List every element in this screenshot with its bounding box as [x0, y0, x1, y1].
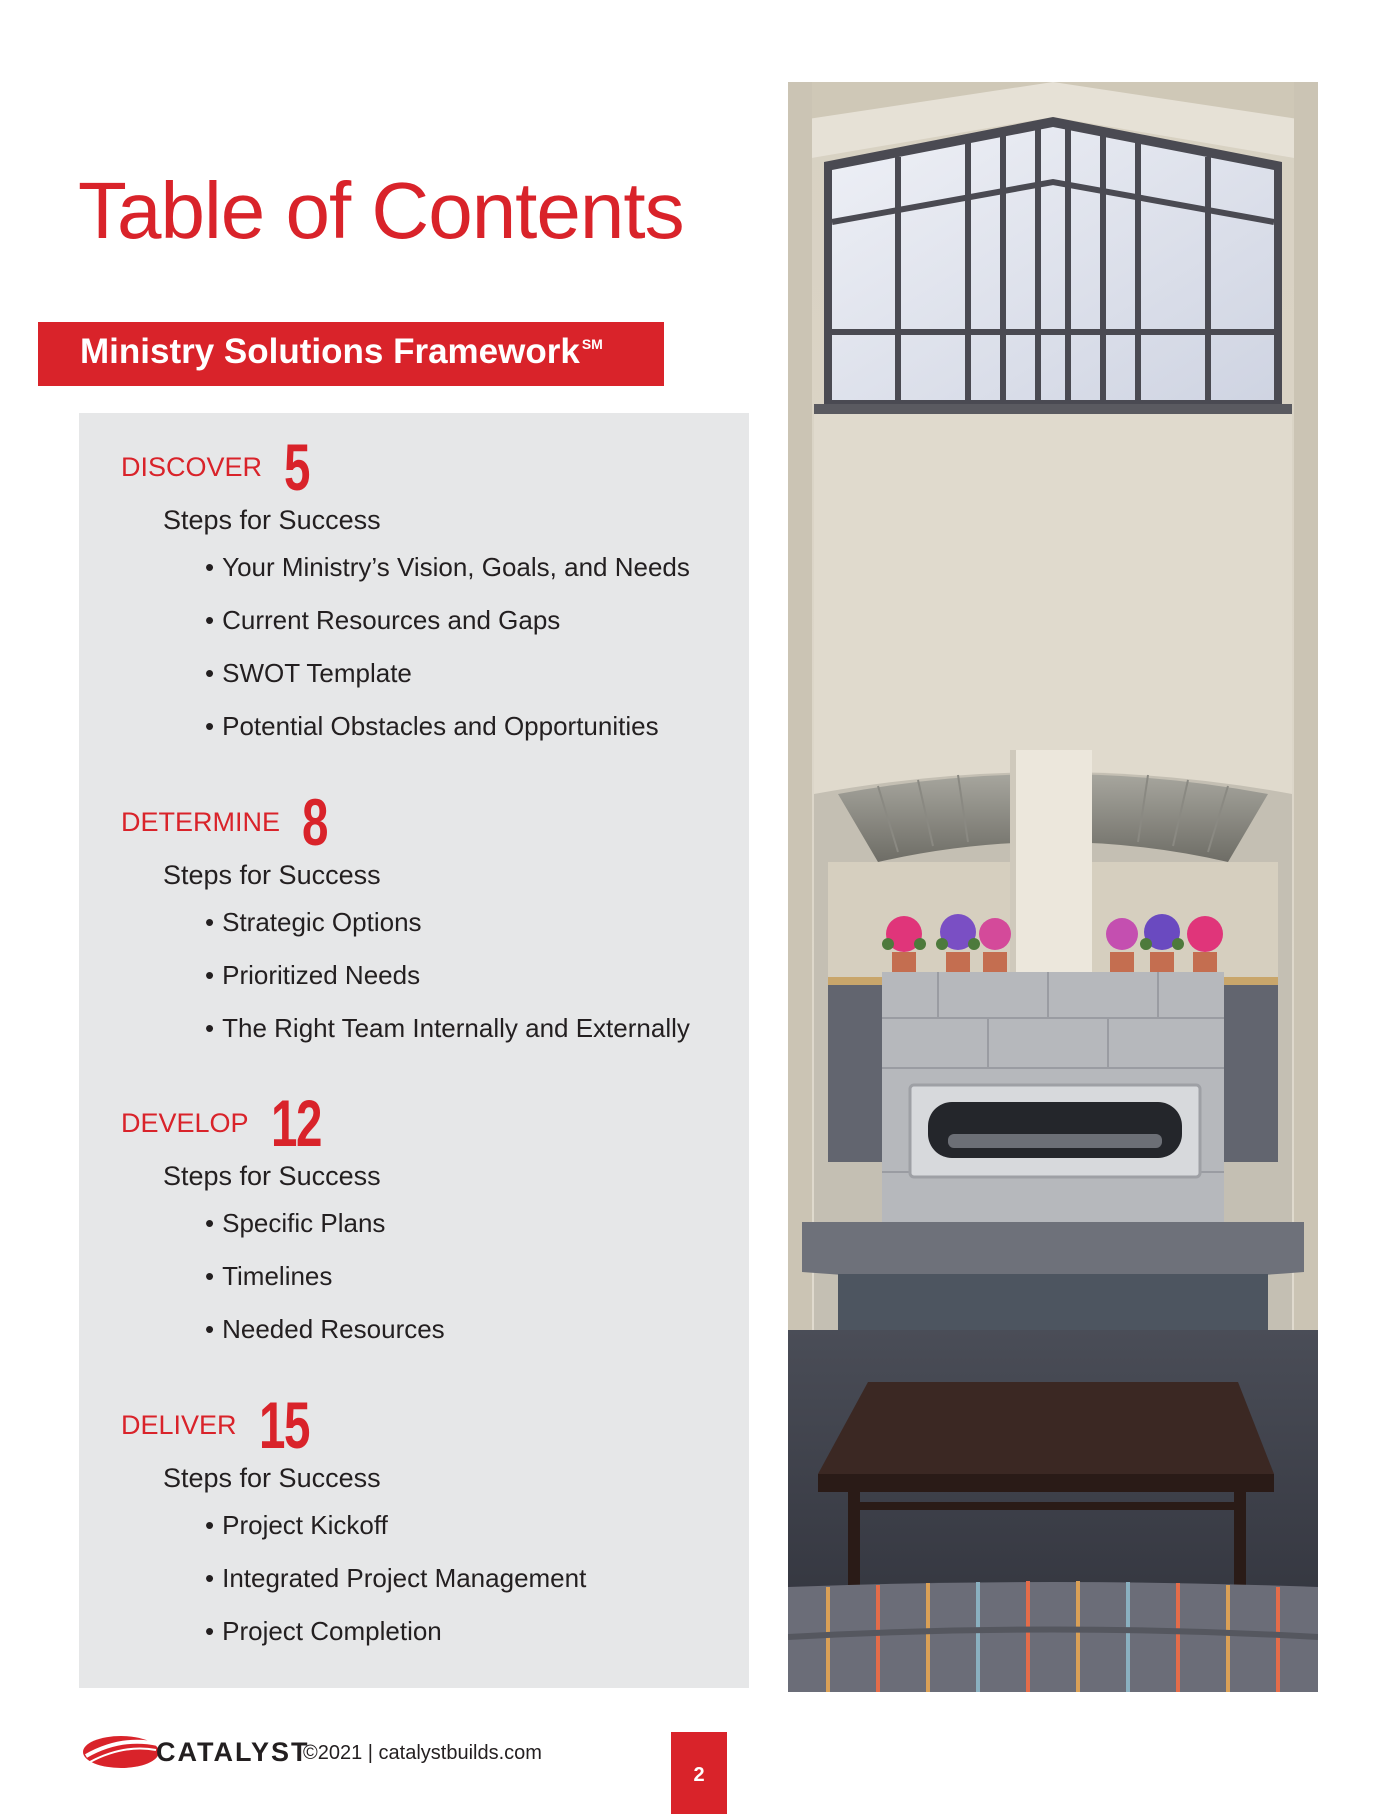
footer-copyright: ©2021 | catalystbuilds.com	[303, 1742, 542, 1764]
list-item[interactable]: • Strategic Options	[205, 907, 690, 960]
list-item[interactable]: • Needed Resources	[205, 1314, 445, 1367]
section-page-number[interactable]: 5	[284, 430, 310, 504]
brand-name: CATALYST	[156, 1737, 310, 1767]
section-subtitle: Steps for Success	[163, 505, 381, 535]
list-item[interactable]: • Potential Obstacles and Opportunities	[205, 711, 690, 764]
section-determine	[121, 785, 690, 1066]
list-item[interactable]: • Project Completion	[205, 1616, 586, 1669]
framework-banner	[38, 322, 664, 386]
list-item[interactable]: • Integrated Project Management	[205, 1563, 586, 1616]
section-subtitle: Steps for Success	[163, 1463, 381, 1493]
section-name[interactable]: DELIVER	[121, 1409, 237, 1440]
section-subtitle: Steps for Success	[163, 860, 381, 890]
section-name[interactable]: DISCOVER	[121, 451, 263, 482]
section-name[interactable]: DETERMINE	[121, 806, 281, 837]
banner-text: Ministry Solutions Framework	[80, 332, 580, 371]
lobby-photo-illustration	[788, 82, 1318, 1692]
section-subtitle: Steps for Success	[163, 1161, 381, 1191]
section-items	[205, 907, 690, 1066]
list-item[interactable]: • Current Resources and Gaps	[205, 605, 690, 658]
section-develop	[121, 1086, 445, 1367]
section-items	[205, 1208, 445, 1367]
list-item[interactable]: • Your Ministry’s Vision, Goals, and Needs	[205, 552, 690, 605]
service-mark: SM	[581, 336, 603, 352]
section-page-number[interactable]: 12	[270, 1086, 321, 1160]
section-deliver	[121, 1388, 587, 1669]
toc-panel	[79, 413, 749, 1688]
section-page-number[interactable]: 15	[258, 1388, 309, 1462]
section-name[interactable]: DEVELOP	[121, 1107, 249, 1138]
catalyst-logo-icon	[80, 1730, 162, 1774]
list-item[interactable]: • Project Kickoff	[205, 1510, 586, 1563]
section-discover	[121, 430, 690, 764]
section-page-number[interactable]: 8	[302, 785, 328, 859]
lobby-photo	[788, 82, 1318, 1692]
page-title: Table of Contents	[78, 166, 684, 255]
list-item[interactable]: • Specific Plans	[205, 1208, 445, 1261]
page-number: 2	[671, 1732, 727, 1814]
section-items	[205, 552, 690, 764]
section-items	[205, 1510, 586, 1669]
list-item[interactable]: • SWOT Template	[205, 658, 690, 711]
list-item[interactable]: • Prioritized Needs	[205, 960, 690, 1013]
list-item[interactable]: • The Right Team Internally and Externally	[205, 1013, 690, 1066]
list-item[interactable]: • Timelines	[205, 1261, 445, 1314]
